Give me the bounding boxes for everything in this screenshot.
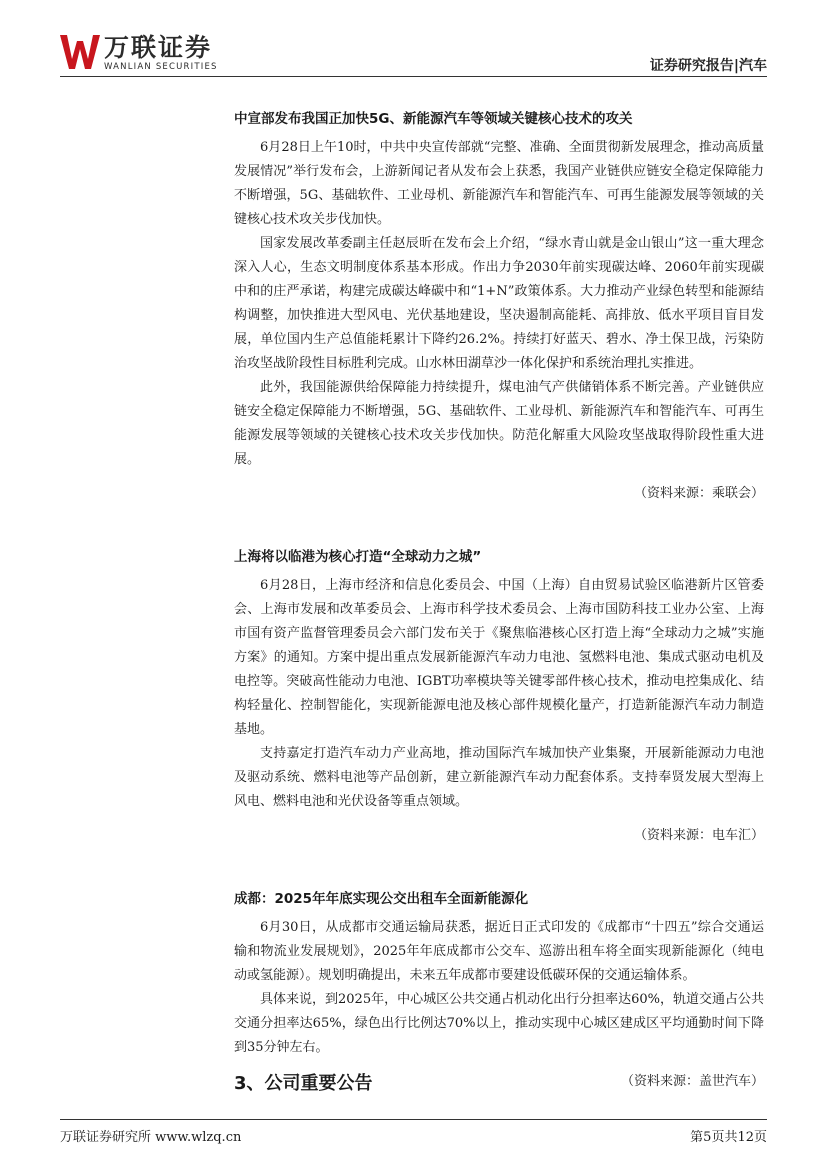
report-type: 证券研究报告|汽车: [649, 58, 767, 74]
page-header: [0, 0, 827, 80]
footer-institute: 万联证券研究所 www.wlzq.cn: [60, 1130, 242, 1145]
news-item: [234, 108, 764, 506]
logo-cn-text: 万联证券: [104, 33, 213, 62]
page-number: 第5页共12页: [690, 1130, 767, 1145]
wanlian-logo-icon: [60, 35, 100, 69]
footer-divider: [60, 1119, 767, 1120]
news-title: 上海将以临港为核心打造“全球动力之城”: [234, 549, 482, 565]
news-source: （资料来源：电车汇）: [633, 828, 764, 843]
news-item: [234, 888, 764, 1094]
news-paragraph: 国家发展改革委副主任赵辰昕在发布会上介绍，“绿水青山就是金山银山”这一重大理念深入人心，生态文明制度体系基本形成。作出力争2030年前实现碳达峰、2060年前实现碳中和的庄严承诺，构建完成碳达峰碳中和“1+N”政策体系。大力推动产业绿色转型和能源结构调整，加快推进大型风电、光伏基地建设，坚决遏制高能耗、高排放、低水平项目盲目发展，单位国内生产总值能耗累计下降约26.2%。持续打好蓝天、碧水、净土保卫战，污染防治攻坚战阶段性目标胜利完成。山水林田湖草沙一体化保护和系统治理扎实推进。: [234, 236, 764, 371]
news-paragraph: 6月30日，从成都市交通运输局获悉，据近日正式印发的《成都市“十四五”综合交通运输和物流业发展规划》，2025年年底成都市公交车、巡游出租车将全面实现新能源化（纯电动或氢能源）。规划明确提出，未来五年成都市要建设低碳环保的交通运输体系。: [234, 920, 764, 983]
news-paragraph: 支持嘉定打造汽车动力产业高地，推动国际汽车城加快产业集聚，开展新能源动力电池及驱动系统、燃料电池等产品创新，建立新能源汽车动力配套体系。支持奉贤发展大型海上风电、燃料电池和光伏设备等重点领域。: [234, 746, 764, 809]
main-content: [234, 108, 764, 1094]
logo-en-text: WANLIAN SECURITIES: [104, 62, 218, 72]
news-title: 中宣部发布我国正加快5G、新能源汽车等领域关键核心技术的攻关: [234, 111, 633, 127]
news-paragraph: 6月28日，上海市经济和信息化委员会、中国（上海）自由贸易试验区临港新片区管委会、上海市发展和改革委员会、上海市科学技术委员会、上海市国防科技工业办公室、上海市国有资产监督管理委员会六部门发布关于《聚焦临港核心区打造上海“全球动力之城”实施方案》的通知。方案中提出重点发展新能源汽车动力电池、氢燃料电池、集成式驱动电机及电控等。突破高性能动力电池、IGBT功率模块等关键零部件核心技术，推动电控集成化、结构轻量化、控制智能化，实现新能源电池及核心部件规模化量产，打造新能源汽车动力制造基地。: [234, 578, 764, 737]
news-paragraph: 具体来说，到2025年，中心城区公共交通占机动化出行分担率达60%，轨道交通占公共交通分担率达65%，绿色出行比例达70%以上，推动实现中心城区建成区平均通勤时间下降到35分钟左右。: [234, 992, 764, 1055]
news-title: 成都：2025年年底实现公交出租车全面新能源化: [234, 891, 529, 907]
news-source: （资料来源：乘联会）: [633, 486, 764, 501]
news-source: （资料来源：盖世汽车）: [620, 1074, 764, 1089]
news-paragraph: 6月28日上午10时，中共中央宣传部就“完整、准确、全面贯彻新发展理念，推动高质量发展情况”举行发布会，上游新闻记者从发布会上获悉，我国产业链供应链安全稳定保障能力不断增强，5G、基础软件、工业母机、新能源汽车和智能汽车、可再生能源发展等领域的关键核心技术攻关步伐加快。: [234, 140, 764, 227]
header-divider: [60, 76, 767, 77]
section-heading: 3、公司重要公告: [234, 1073, 373, 1094]
company-logo: [60, 35, 218, 72]
news-item: [234, 546, 764, 848]
news-paragraph: 此外，我国能源供给保障能力持续提升，煤电油气产供储销体系不断完善。产业链供应链安全稳定保障能力不断增强，5G、基础软件、工业母机、新能源汽车和智能汽车、可再生能源发展等领域的关键核心技术攻关步伐加快。防范化解重大风险攻坚战取得阶段性重大进展。: [234, 380, 764, 467]
